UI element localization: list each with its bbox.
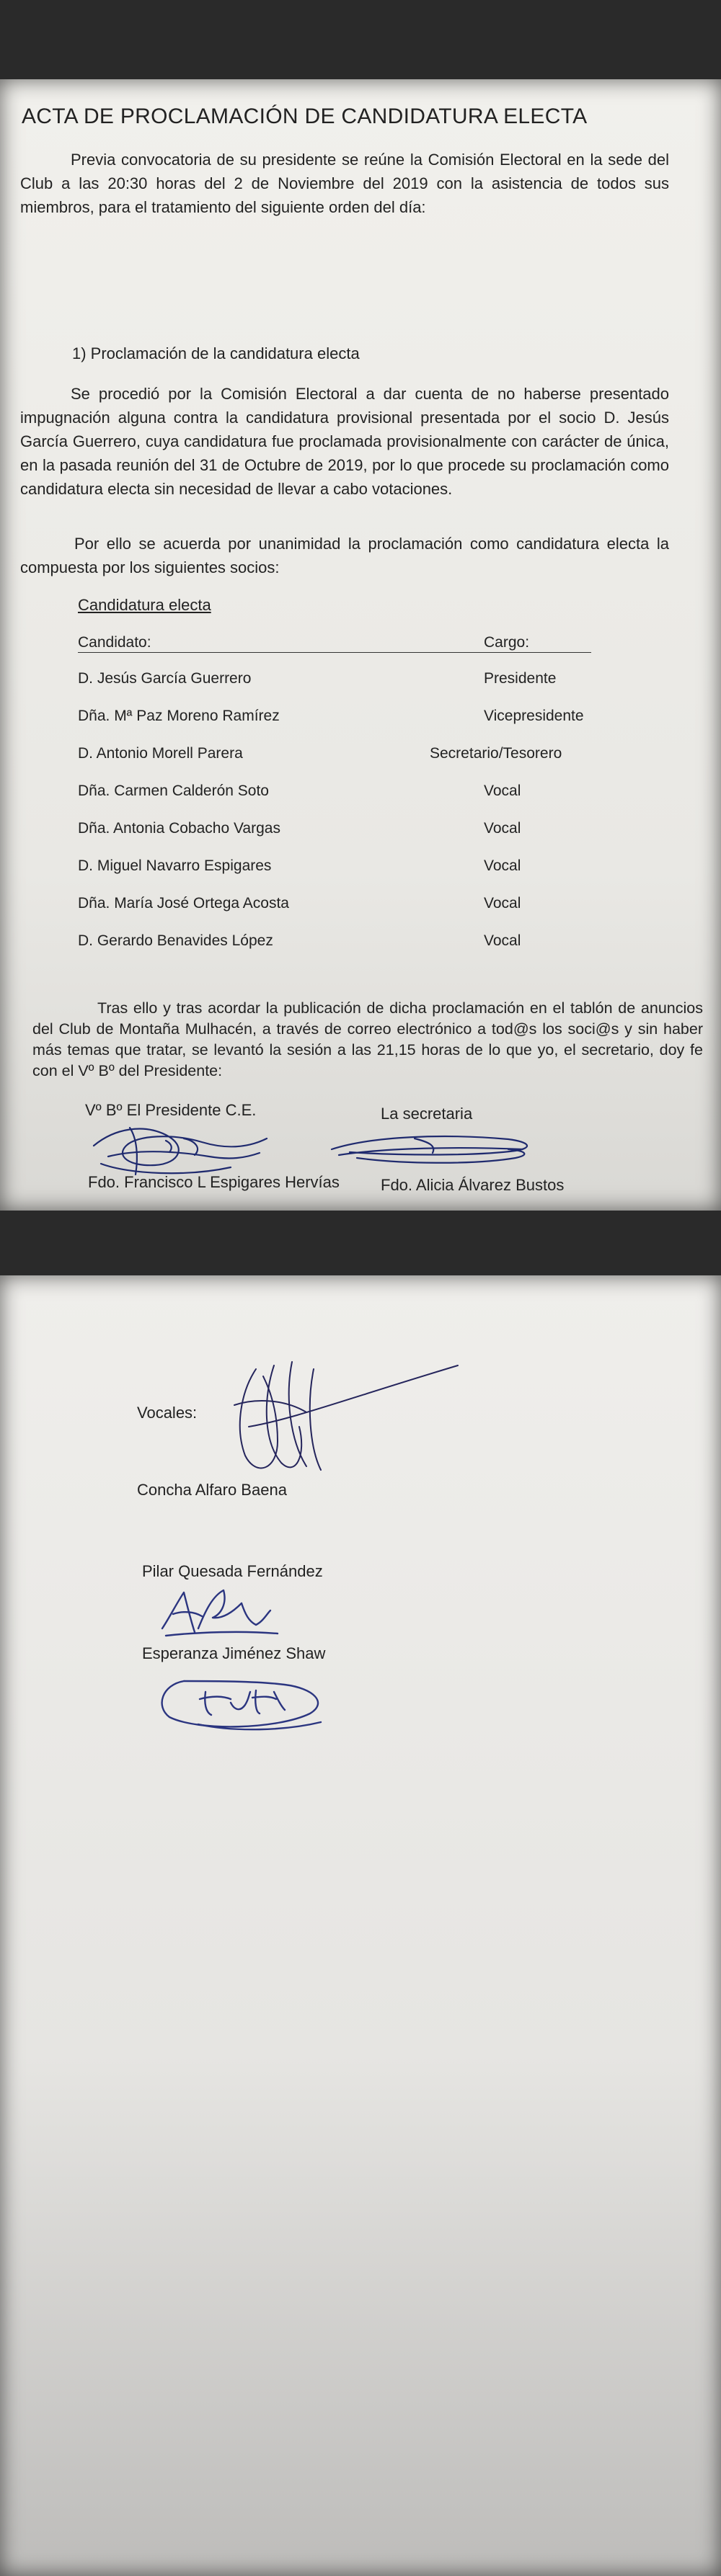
vocal-signature-2 [155, 1582, 299, 1639]
intro-paragraph: Previa convocatoria de su presidente se reúne la Comisión Electoral en la sede del Club a las 20:30 horas del 2 de Noviembre del 2019 con la asistencia de todos sus miembros, para el tratamiento del siguiente orden del día: [20, 151, 669, 216]
candidate-name: D. Gerardo Benavides López [78, 932, 273, 949]
president-label: Vº Bº El Presidente C.E. [85, 1101, 257, 1119]
candidate-role: Presidente [484, 670, 557, 687]
secretary-signature [328, 1120, 537, 1175]
candidate-role: Vocal [484, 820, 521, 837]
candidate-name: Dña. Carmen Calderón Soto [78, 783, 269, 799]
column-header-candidate: Candidato: [78, 634, 151, 651]
vocal-name-3: Esperanza Jiménez Shaw [142, 1644, 326, 1662]
candidate-role: Vocal [484, 857, 521, 874]
secretary-name: Fdo. Alicia Álvarez Bustos [381, 1176, 565, 1194]
candidate-name: D. Jesús García Guerrero [78, 670, 252, 687]
candidate-name: D. Miguel Navarro Espigares [78, 857, 272, 874]
column-header-role: Cargo: [484, 634, 530, 651]
candidate-name: Dña. Antonia Cobacho Vargas [78, 820, 280, 837]
vocales-label: Vocales: [137, 1404, 198, 1422]
document-title: ACTA DE PROCLAMACIÓN DE CANDIDATURA ELECTA [22, 104, 588, 128]
candidate-role: Vocal [484, 783, 521, 799]
agreement-paragraph: Por ello se acuerda por unanimidad la proclamación como candidatura electa la compuesta por los siguientes socios: [20, 535, 669, 576]
candidate-name: D. Antonio Morell Parera [78, 745, 243, 762]
candidate-role: Secretario/Tesorero [430, 745, 562, 762]
vocal-name-1: Concha Alfaro Baena [137, 1481, 287, 1499]
body-paragraph: Se procedió por la Comisión Electoral a dar cuenta de no haberse presentado impugnación alguna contra la candidatura provisional presentada por el socio D. Jesús García Guerrero, cuya candidatura fue proclamada provisionalmente con carácter de única, en la pasada reunión del 31 de Octubre de 2019, por lo que procede su proclamación como candidatura electa sin necesidad de llevar a cabo votaciones. [20, 385, 669, 498]
candidate-role: Vicepresidente [484, 708, 584, 724]
vocal-signature-1 [205, 1347, 465, 1484]
header-divider [78, 652, 591, 653]
candidate-name: Dña. Mª Paz Moreno Ramírez [78, 708, 280, 724]
table-heading: Candidatura electa [78, 596, 211, 614]
candidate-role: Vocal [484, 932, 521, 949]
agenda-item: 1) Proclamación de la candidatura electa [72, 344, 360, 362]
vocal-name-2: Pilar Quesada Fernández [142, 1562, 323, 1580]
president-name: Fdo. Francisco L Espigares Hervías [88, 1173, 340, 1191]
closing-paragraph: Tras ello y tras acordar la publicación de dicha proclamación en el tablón de anuncios del Club de Montaña Mulhacén, a través de correo electrónico a tod@s los soci@s y sin haber más temas que tratar, se levantó la sesión a las 21,15 horas de lo que yo, el secretario, doy fe con el Vº Bº del Presidente: [32, 999, 703, 1079]
vocal-signature-3 [155, 1670, 342, 1735]
candidate-name: Dña. María José Ortega Acosta [78, 895, 289, 912]
candidate-role: Vocal [484, 895, 521, 912]
secretary-label: La secretaria [381, 1105, 473, 1123]
